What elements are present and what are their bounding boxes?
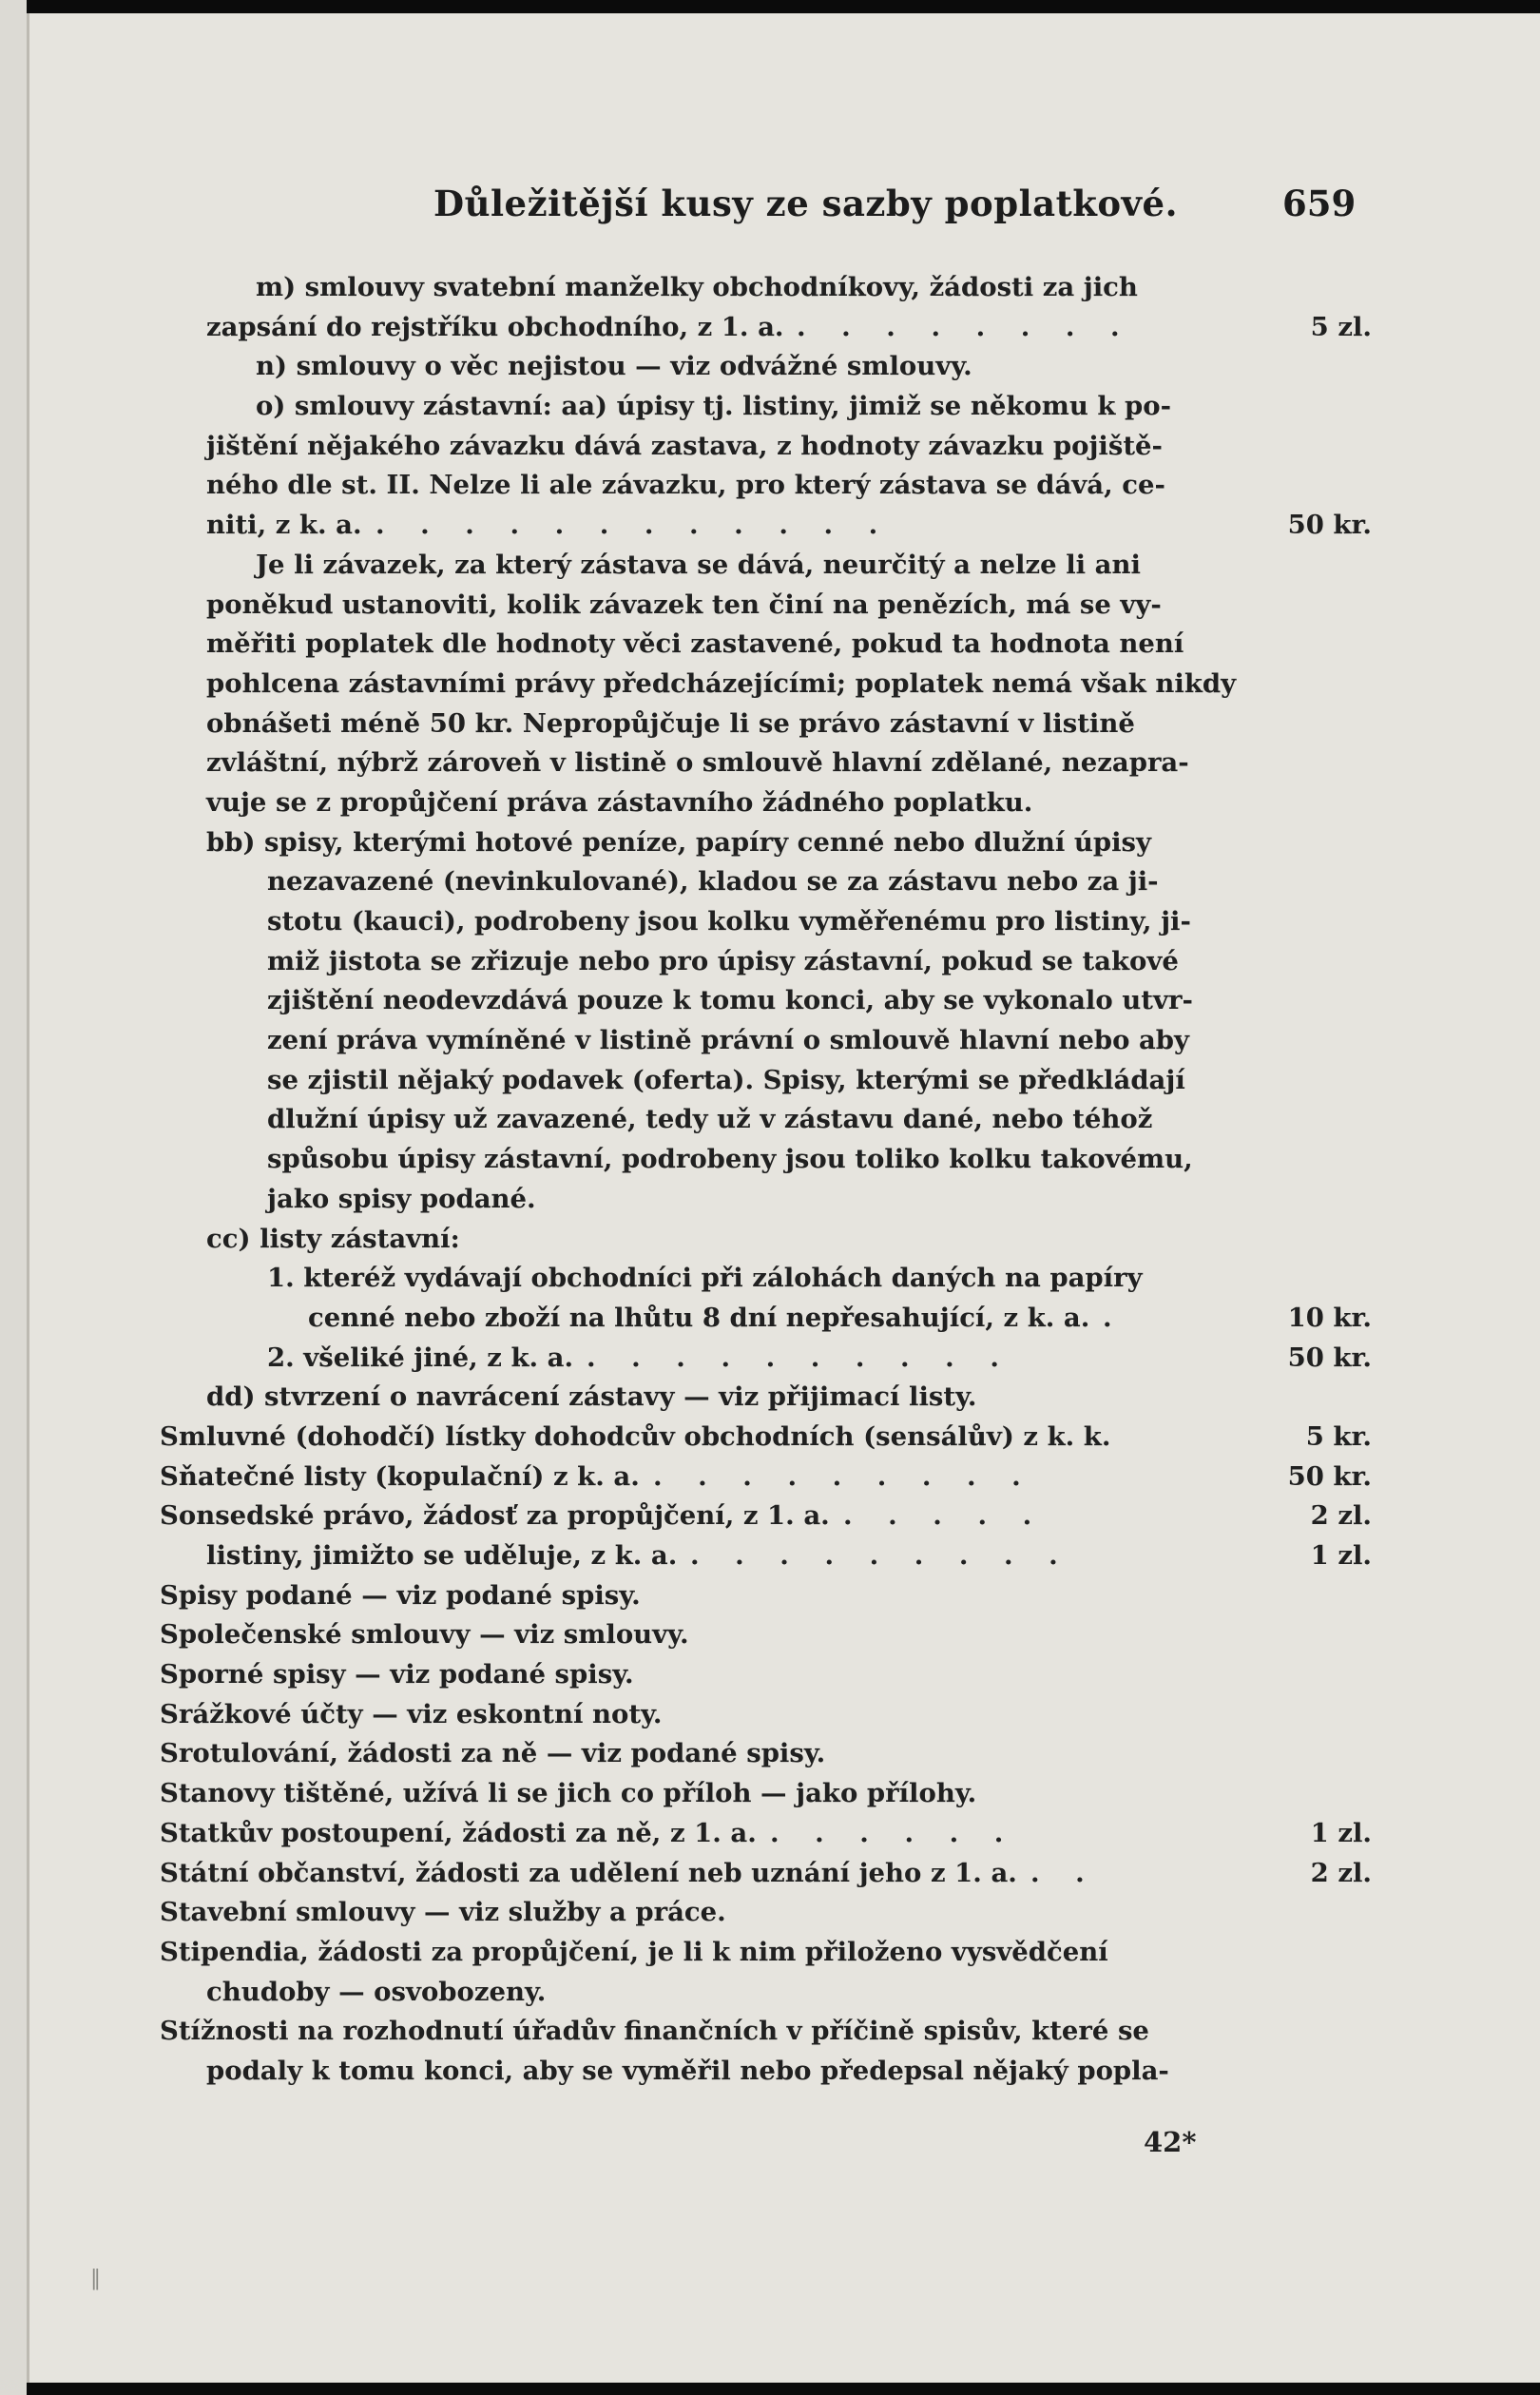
dot-leader: . . . . . . [770, 1817, 1017, 1848]
text-line [29, 1617, 1540, 1657]
text-line [29, 706, 1540, 746]
text-line [29, 2014, 1540, 2054]
text-line [29, 1023, 1540, 1063]
line-text: cc) listy zástavní: [206, 1223, 460, 1254]
text-line [29, 1935, 1540, 1975]
text-line [29, 1657, 1540, 1697]
line-text: Smluvné (dohodčí) lístky dohodcův obchodních (sensálův) z k. k. [160, 1420, 1111, 1452]
text-line [29, 944, 1540, 984]
line-text: ného dle st. II. Nelze li ale závazku, pro který zástava se dává, ce- [206, 470, 1165, 501]
line-text: Státní občanství, žádosti za udělení neb uznání jeho z 1. a. [160, 1857, 1017, 1888]
text-line [29, 1697, 1540, 1737]
line-text: Statkův postoupení, žádosti za ně, z 1. a. [160, 1817, 757, 1848]
text-line [29, 1380, 1540, 1420]
line-text: dlužní úpisy už zavazené, tedy už v zástavu dané, nebo téhož [267, 1104, 1153, 1135]
text-line [29, 349, 1540, 389]
dot-leader: . . . . . . . . . . [587, 1342, 1012, 1373]
line-text: zení práva vymíněné v listině právní o smlouvě hlavní nebo aby [267, 1025, 1190, 1056]
line-text: jako spisy podané. [267, 1183, 536, 1214]
line-text: Stavební smlouvy — viz služby a práce. [160, 1897, 726, 1928]
line-text: listiny, jimižto se uděluje, z k. a. [206, 1540, 678, 1571]
line-text: n) smlouvy o věc nejistou — viz odvážné smlouvy. [256, 351, 972, 382]
text-line [29, 904, 1540, 944]
line-text: jištění nějakého závazku dává zastava, z hodnoty závazku pojiště- [206, 430, 1163, 461]
text-line [29, 1459, 1540, 1499]
line-text: vuje se z propůjčení práva zástavního žádného poplatku. [206, 786, 1033, 818]
text-line [29, 1498, 1540, 1538]
text-line [29, 508, 1540, 548]
fee-amount: 5 zl. [1310, 311, 1372, 342]
text-line [29, 1261, 1540, 1301]
text-line [29, 1578, 1540, 1618]
text-line [29, 1420, 1540, 1459]
line-text: m) smlouvy svatební manželky obchodníkovy, žádosti za jich [256, 272, 1138, 302]
book-page [27, 13, 1540, 2383]
fee-amount: 50 kr. [1287, 510, 1372, 541]
line-text: nezavazené (nevinkulované), kladou se za zástavu nebo za ji- [267, 866, 1159, 898]
text-line [29, 429, 1540, 469]
line-text: Srotulování, žádosti za ně — viz podané spisy. [160, 1738, 826, 1769]
fee-amount: 2 zl. [1310, 1500, 1372, 1532]
line-text: zjištění neodevzdává pouze k tomu konci, aby se vykonalo utvr- [267, 985, 1193, 1016]
text-line [29, 1063, 1540, 1103]
line-text: podaly k tomu konci, aby se vyměřil nebo předepsal nějaký popla- [206, 2055, 1169, 2086]
line-text: Spisy podané — viz podané spisy. [160, 1579, 641, 1611]
line-text: obnášeti méně 50 kr. Nepropůjčuje li se právo zástavní v listině [206, 707, 1135, 739]
fee-amount: 50 kr. [1287, 1460, 1372, 1492]
dot-leader: . . . . . . . . . [653, 1460, 1034, 1492]
line-text: dd) stvrzení o navrácení zástavy — viz přijimací listy. [206, 1381, 977, 1413]
dot-leader: . . [1030, 1857, 1098, 1888]
text-line [29, 1975, 1540, 2015]
line-text: cenné nebo zboží na lhůtu 8 dní nepřesahující, z k. a. [308, 1302, 1090, 1333]
text-line [29, 1816, 1540, 1856]
line-text: 1. kteréž vydávají obchodníci při zálohách daných na papíry [267, 1263, 1143, 1294]
line-text: o) smlouvy zástavní: aa) úpisy tj. listiny, jimiž se někomu k po- [256, 391, 1171, 422]
dot-leader: . [1103, 1302, 1126, 1333]
line-text: Stipendia, žádosti za propůjčení, je li k nim přiloženo vysvědčení [160, 1936, 1108, 1967]
text-line [29, 1142, 1540, 1182]
text-line [29, 1182, 1540, 1222]
line-text: Je li závazek, za který zástava se dává, neurčitý a nelze li ani [256, 549, 1141, 580]
tariff-entries [29, 270, 1540, 2094]
line-text: Stížnosti na rozhodnutí úřadův finančních v příčině spisův, které se [160, 2016, 1149, 2047]
line-text: 2. všeliké jiné, z k. a. [267, 1342, 574, 1373]
line-text: miž jistota se zřizuje nebo pro úpisy zástavní, pokud se takové [267, 945, 1179, 976]
line-text: poněkud ustanoviti, kolik závazek ten činí na penězích, má se vy- [206, 589, 1162, 620]
dot-leader: . . . . . . . . [797, 311, 1133, 342]
line-text: niti, z k. a. [206, 510, 362, 541]
signature-mark: 42* [1144, 2126, 1197, 2158]
fee-amount: 1 zl. [1310, 1540, 1372, 1571]
text-line [29, 983, 1540, 1023]
dot-leader: . . . . . . . . . . . . [375, 510, 892, 541]
text-line [29, 468, 1540, 508]
text-line [29, 1538, 1540, 1578]
text-line [29, 1301, 1540, 1341]
line-text: bb) spisy, kterými hotové peníze, papíry cenné nebo dlužní úpisy [206, 826, 1152, 858]
running-header [29, 183, 1540, 240]
line-text: spůsobu úpisy zástavní, podrobeny jsou toliko kolku takovému, [267, 1144, 1193, 1175]
line-text: se zjistil nějaký podavek (oferta). Spisy, kterými se předkládají [267, 1064, 1185, 1095]
text-line [29, 785, 1540, 825]
text-line [29, 1102, 1540, 1142]
line-text: Srážkové účty — viz eskontní noty. [160, 1698, 663, 1729]
dot-leader: . . . . . . . . . [690, 1540, 1071, 1571]
text-line [29, 1776, 1540, 1816]
text-line [29, 389, 1540, 429]
text-line [29, 666, 1540, 706]
text-line [29, 588, 1540, 628]
text-line [29, 745, 1540, 785]
text-line [29, 2054, 1540, 2094]
line-text: Stanovy tištěné, užívá li se jich co příloh — jako přílohy. [160, 1778, 977, 1809]
fee-amount: 5 kr. [1305, 1420, 1372, 1452]
adjacent-page-edge [0, 0, 27, 2395]
line-text: pohlcena zástavními právy předcházejícími; poplatek nemá však nikdy [206, 667, 1237, 699]
line-text: Sňatečné listy (kopulační) z k. a. [160, 1460, 640, 1492]
text-line [29, 548, 1540, 588]
fee-amount: 10 kr. [1287, 1302, 1372, 1333]
text-line [29, 864, 1540, 904]
page-title: Důležitější kusy ze sazby poplatkové. [433, 183, 1178, 224]
margin-smudge: ‖ [90, 2267, 101, 2290]
line-text: zapsání do rejstříku obchodního, z 1. a. [206, 311, 784, 342]
line-text: stotu (kauci), podrobeny jsou kolku vyměřenému pro listiny, ji- [267, 906, 1191, 937]
text-line [29, 627, 1540, 666]
line-text: chudoby — osvobozeny. [206, 1976, 547, 2007]
text-line [29, 270, 1540, 310]
fee-amount: 50 kr. [1287, 1342, 1372, 1373]
page-number: 659 [1282, 183, 1357, 224]
text-line [29, 310, 1540, 350]
dot-leader: . . . . . [843, 1500, 1046, 1532]
text-line [29, 1895, 1540, 1935]
fee-amount: 1 zl. [1310, 1817, 1372, 1848]
text-line [29, 1341, 1540, 1381]
line-text: Sporné spisy — viz podané spisy. [160, 1659, 634, 1690]
fee-amount: 2 zl. [1310, 1857, 1372, 1888]
line-text: Sonsedské právo, žádosť za propůjčení, z 1. a. [160, 1500, 830, 1532]
text-line [29, 1736, 1540, 1776]
line-text: zvláštní, nýbrž zároveň v listině o smlouvě hlavní zdělané, nezapra- [206, 747, 1189, 779]
text-line [29, 825, 1540, 865]
line-text: Společenské smlouvy — viz smlouvy. [160, 1619, 689, 1651]
text-line [29, 1856, 1540, 1896]
text-line [29, 1222, 1540, 1262]
line-text: měřiti poplatek dle hodnoty věci zastavené, pokud ta hodnota není [206, 628, 1184, 660]
